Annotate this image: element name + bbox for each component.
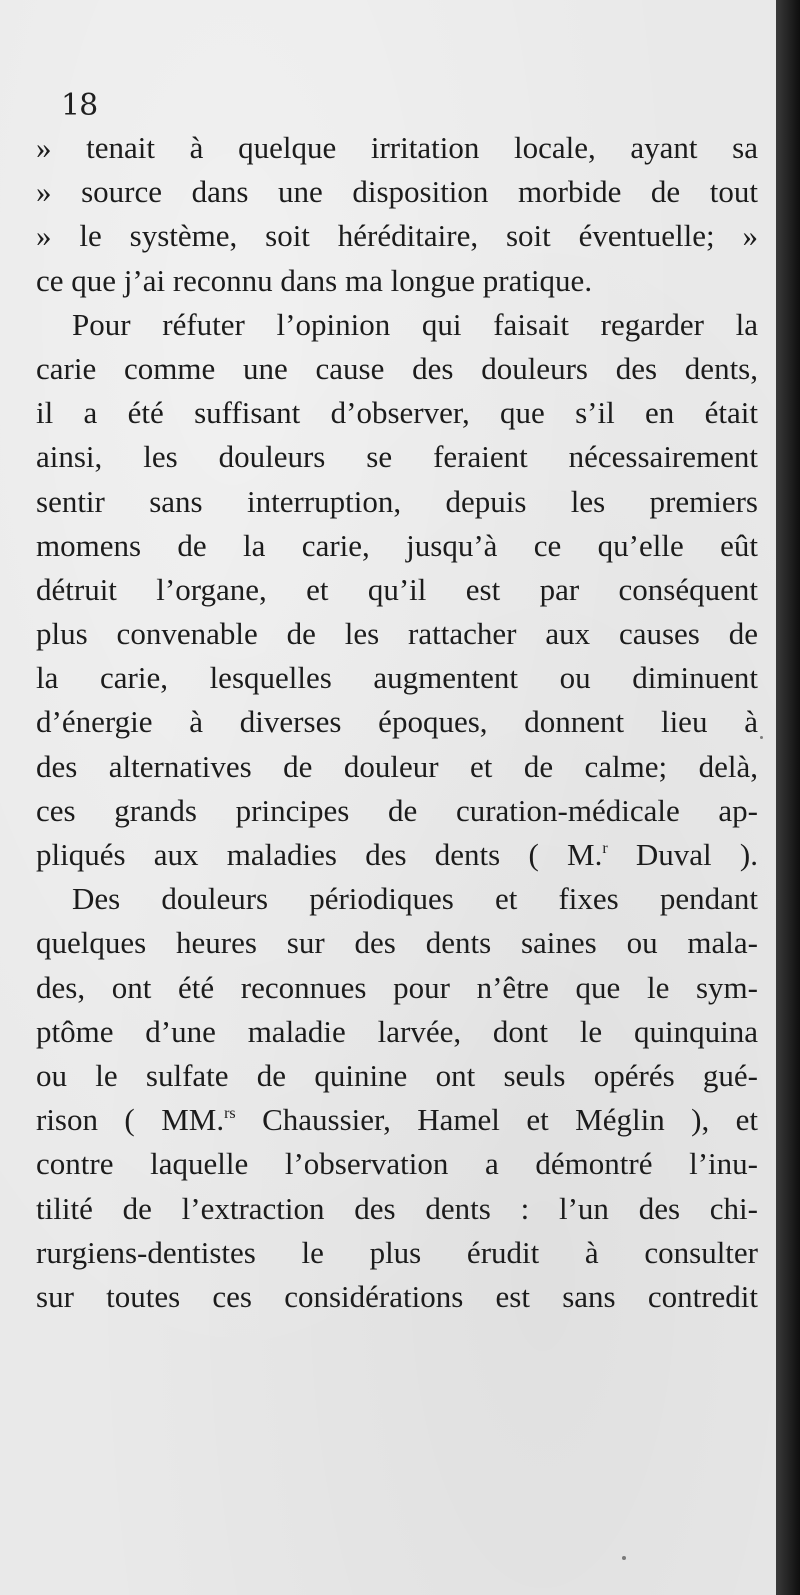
text-segment: Chaussier, Hamel et Méglin ), et xyxy=(235,1102,758,1138)
paper-speck xyxy=(760,736,763,739)
text-line: il a été suffisant d’observer, que s’il en était xyxy=(36,395,758,431)
paper-speck xyxy=(622,1556,626,1560)
text-segment: rison ( MM. xyxy=(36,1102,225,1138)
text-line: sentir sans interruption, depuis les premiers xyxy=(36,483,758,519)
text-line: ainsi, les douleurs se feraient nécessairement xyxy=(36,439,758,475)
paragraph-start-line: Pour réfuter l’opinion qui faisait regarder la xyxy=(72,306,758,342)
text-segment: Duval ). xyxy=(607,837,758,872)
text-line: quelques heures sur des dents saines ou mala- xyxy=(36,925,758,961)
text-line: plus convenable de les rattacher aux causes de xyxy=(36,616,758,652)
text-line: détruit l’organe, et qu’il est par conséquent xyxy=(36,571,758,607)
text-line: d’énergie à diverses époques, donnent lieu à xyxy=(36,704,758,740)
superscript: rs xyxy=(224,1105,236,1123)
paragraph-start-line: Des douleurs périodiques et fixes pendant xyxy=(72,881,758,917)
text-line: des alternatives de douleur et de calme; delà, xyxy=(36,748,758,784)
text-line: tilité de l’extraction des dents : l’un des chi- xyxy=(36,1190,758,1226)
text-line: rurgiens-dentistes le plus érudit à consulter xyxy=(36,1234,758,1270)
text-line: » tenait à quelque irritation locale, ayant sa xyxy=(36,130,758,165)
page-edge-shadow xyxy=(776,0,800,1595)
text-line: des, ont été reconnues pour n’être que le sym- xyxy=(36,969,758,1005)
text-line: ptôme d’une maladie larvée, dont le quinquina xyxy=(36,1013,758,1049)
page-number: 18 xyxy=(61,88,98,123)
text-line: » source dans une disposition morbide de tout xyxy=(36,174,758,210)
text-line: ces grands principes de curation-médicale ap- xyxy=(36,792,758,828)
body-text xyxy=(36,126,758,1319)
text-line: contre laquelle l’observation a démontré l’inu- xyxy=(36,1146,758,1182)
text-line: la carie, lesquelles augmentent ou diminuent xyxy=(36,660,758,696)
text-line xyxy=(36,833,758,877)
text-line: ou le sulfate de quinine ont seuls opérés gué- xyxy=(36,1057,758,1093)
text-line xyxy=(36,1098,758,1142)
text-line: momens de la carie, jusqu’à ce qu’elle eût xyxy=(36,527,758,563)
text-line: ce que j’ai reconnu dans ma longue pratique. xyxy=(36,262,593,298)
text-line: sur toutes ces considérations est sans contredit xyxy=(36,1278,758,1314)
superscript: r xyxy=(602,840,608,857)
text-segment: pliqués aux maladies des dents ( M. xyxy=(36,837,603,872)
text-line: carie comme une cause des douleurs des dents, xyxy=(36,350,758,386)
text-line: » le système, soit héréditaire, soit éventuelle; » xyxy=(36,218,758,254)
